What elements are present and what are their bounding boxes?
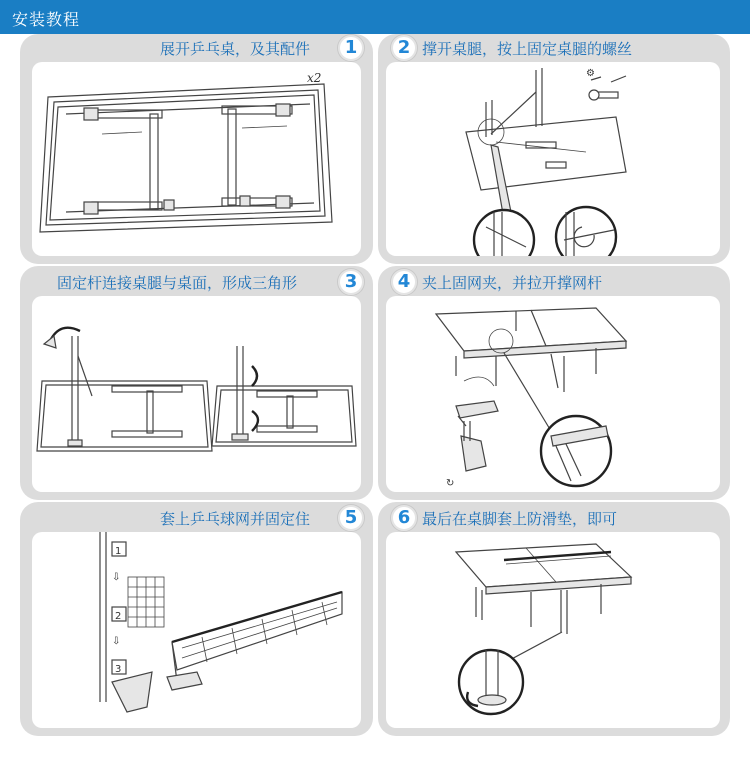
step-5-panel (20, 502, 373, 736)
step-2-number: 2 (391, 35, 417, 61)
page-title: 安装教程 (12, 10, 81, 29)
header-bar (0, 0, 750, 34)
step-5-illustration (32, 532, 361, 728)
step-4-panel (378, 266, 730, 500)
net-install-icon (32, 532, 361, 728)
step-5-label-3: 3 (115, 664, 122, 675)
step-6-title: 最后在桌脚套上防滑垫，即可 (422, 510, 618, 528)
step-1-panel (20, 34, 373, 264)
net-clamp-icon (386, 296, 720, 492)
step-5-number: 5 (338, 505, 364, 531)
step-3-number: 3 (338, 269, 364, 295)
step-3-title: 固定杆连接桌腿与桌面，形成三角形 (57, 274, 298, 292)
step-1-number: 1 (338, 35, 364, 61)
step-2-illustration (386, 62, 720, 256)
step-4-number: 4 (391, 269, 417, 295)
foot-pad-icon (386, 532, 720, 728)
step-5-label-2: 2 (115, 611, 122, 622)
step-4-title: 夹上固网夹，并拉开撑网杆 (422, 274, 603, 292)
svg-text:x2: x2 (307, 71, 322, 85)
step-2-panel (378, 34, 730, 264)
svg-text:↻: ↻ (446, 478, 455, 489)
step-6-illustration (386, 532, 720, 728)
step-6-panel (378, 502, 730, 736)
svg-text:⇩: ⇩ (112, 572, 121, 583)
brace-triangle-icon (32, 296, 361, 492)
step-5-title: 套上乒乓球网并固定住 (160, 510, 311, 528)
step-2-title: 撑开桌腿，按上固定桌腿的螺丝 (422, 40, 633, 58)
svg-text:⇩: ⇩ (112, 636, 121, 647)
step-1-illustration (32, 62, 361, 256)
step-6-number: 6 (391, 505, 417, 531)
step-4-illustration (386, 296, 720, 492)
table-leg-screw-icon (386, 62, 720, 256)
unfold-table-icon (32, 62, 361, 256)
svg-text:⚙: ⚙ (586, 68, 595, 79)
step-5-label-1: 1 (115, 546, 122, 557)
step-3-panel (20, 266, 373, 500)
step-3-illustration (32, 296, 361, 492)
step-1-title: 展开乒乓桌，及其配件 (160, 40, 311, 58)
